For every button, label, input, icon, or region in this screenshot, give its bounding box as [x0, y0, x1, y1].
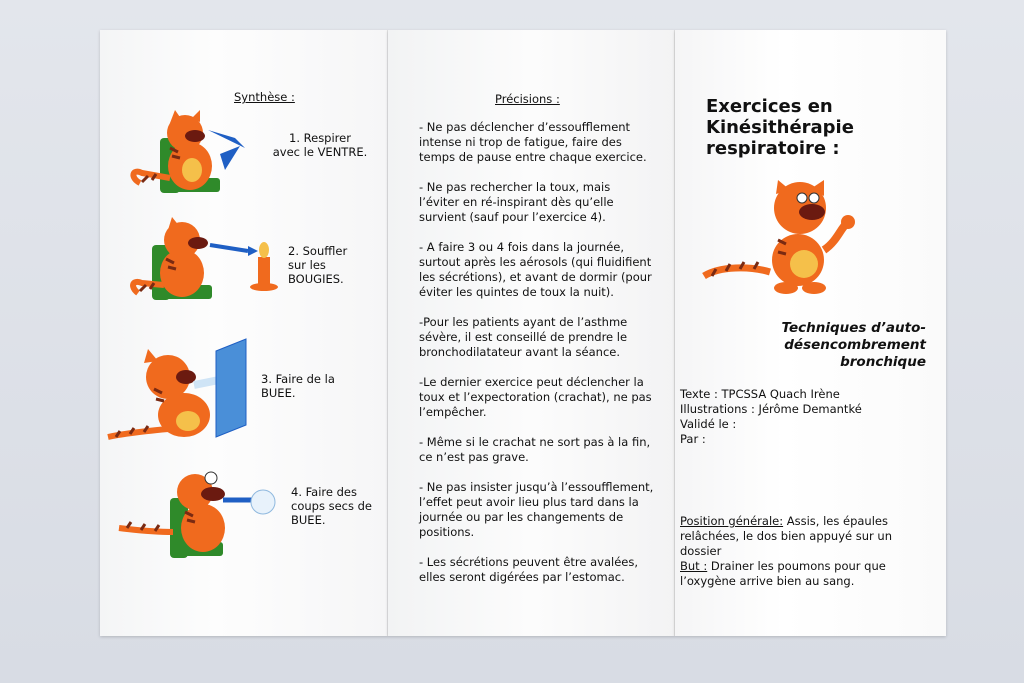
precision-item: -Le dernier exercice peut déclencher la toux et l’expectoration (crachat), ne pas l’empêcher.: [419, 375, 652, 419]
precision-item: - Ne pas rechercher la toux, mais l’éviter en ré-inspirant dès qu’elle survient (sauf pour l’exercice 4).: [419, 180, 614, 224]
exercise-4-label: 4. Faire des coups secs de BUEE.: [291, 485, 373, 527]
precision-item: - Les sécrétions peuvent être avalées, elles seront digérées par l’estomac.: [419, 555, 639, 584]
position-block: [680, 514, 895, 589]
cat-illustration-belly-breathing: [130, 108, 260, 203]
but-label: But :: [680, 559, 708, 573]
panel-synthese: [100, 30, 388, 636]
exercise-3-label: 3. Faire de la BUEE.: [261, 372, 335, 400]
cat-illustration-short-bursts: [115, 470, 285, 565]
panel-cover: [675, 30, 946, 636]
cat-illustration-mirror: [106, 333, 256, 448]
exercise-1-label: 1. Respirer avec le VENTRE.: [272, 131, 368, 159]
precision-item: -Pour les patients ayant de l’asthme sévère, il est conseillé de prendre le bronchodilatateur avant la séance.: [419, 315, 628, 359]
credit-illustrations: Illustrations : Jérôme Demantké: [680, 402, 862, 416]
precision-item: - A faire 3 ou 4 fois dans la journée, surtout après les aérosols (qui fluidifient les sécrétions), et avant de dormir (pour éviter les quintes de toux la nuit).: [419, 240, 652, 299]
position-text: Assis, les épaules relâchées, le dos bien appuyé sur un dossier: [680, 514, 892, 558]
precision-item: - Même si le crachat ne sort pas à la fin, ce n’est pas grave.: [419, 435, 651, 464]
position-label: Position générale:: [680, 514, 784, 528]
credit-by: Par :: [680, 432, 706, 446]
panel-precisions: [388, 30, 675, 636]
cat-mascot-waving: [700, 180, 870, 300]
synthese-heading: Synthèse :: [234, 90, 295, 104]
precisions-heading: Précisions :: [495, 92, 560, 106]
credit-text-author: Texte : TPCSSA Quach Irène: [680, 387, 840, 401]
cat-illustration-candle: [130, 215, 290, 310]
precisions-list: [419, 120, 654, 600]
exercise-2-label: 2. Souffler sur les BOUGIES.: [288, 244, 348, 286]
cover-subtitle: Techniques d’auto- désencombrement bronchique: [781, 320, 926, 370]
brochure: [100, 30, 946, 636]
precision-item: - Ne pas déclencher d’essoufflement intense ni trop de fatigue, faire des temps de pause entre chaque exercice.: [419, 120, 647, 164]
cover-title: Exercices en Kinésithérapie respiratoire :: [706, 96, 854, 159]
credits-block: [680, 387, 930, 447]
precision-item: - Ne pas insister jusqu’à l’essoufflement, l’effet peut avoir lieu plus tard dans la journée ou par les changements de positions.: [419, 480, 654, 539]
but-text: Drainer les poumons pour que l’oxygène arrive bien au sang.: [680, 559, 886, 588]
credit-validated: Validé le :: [680, 417, 737, 431]
